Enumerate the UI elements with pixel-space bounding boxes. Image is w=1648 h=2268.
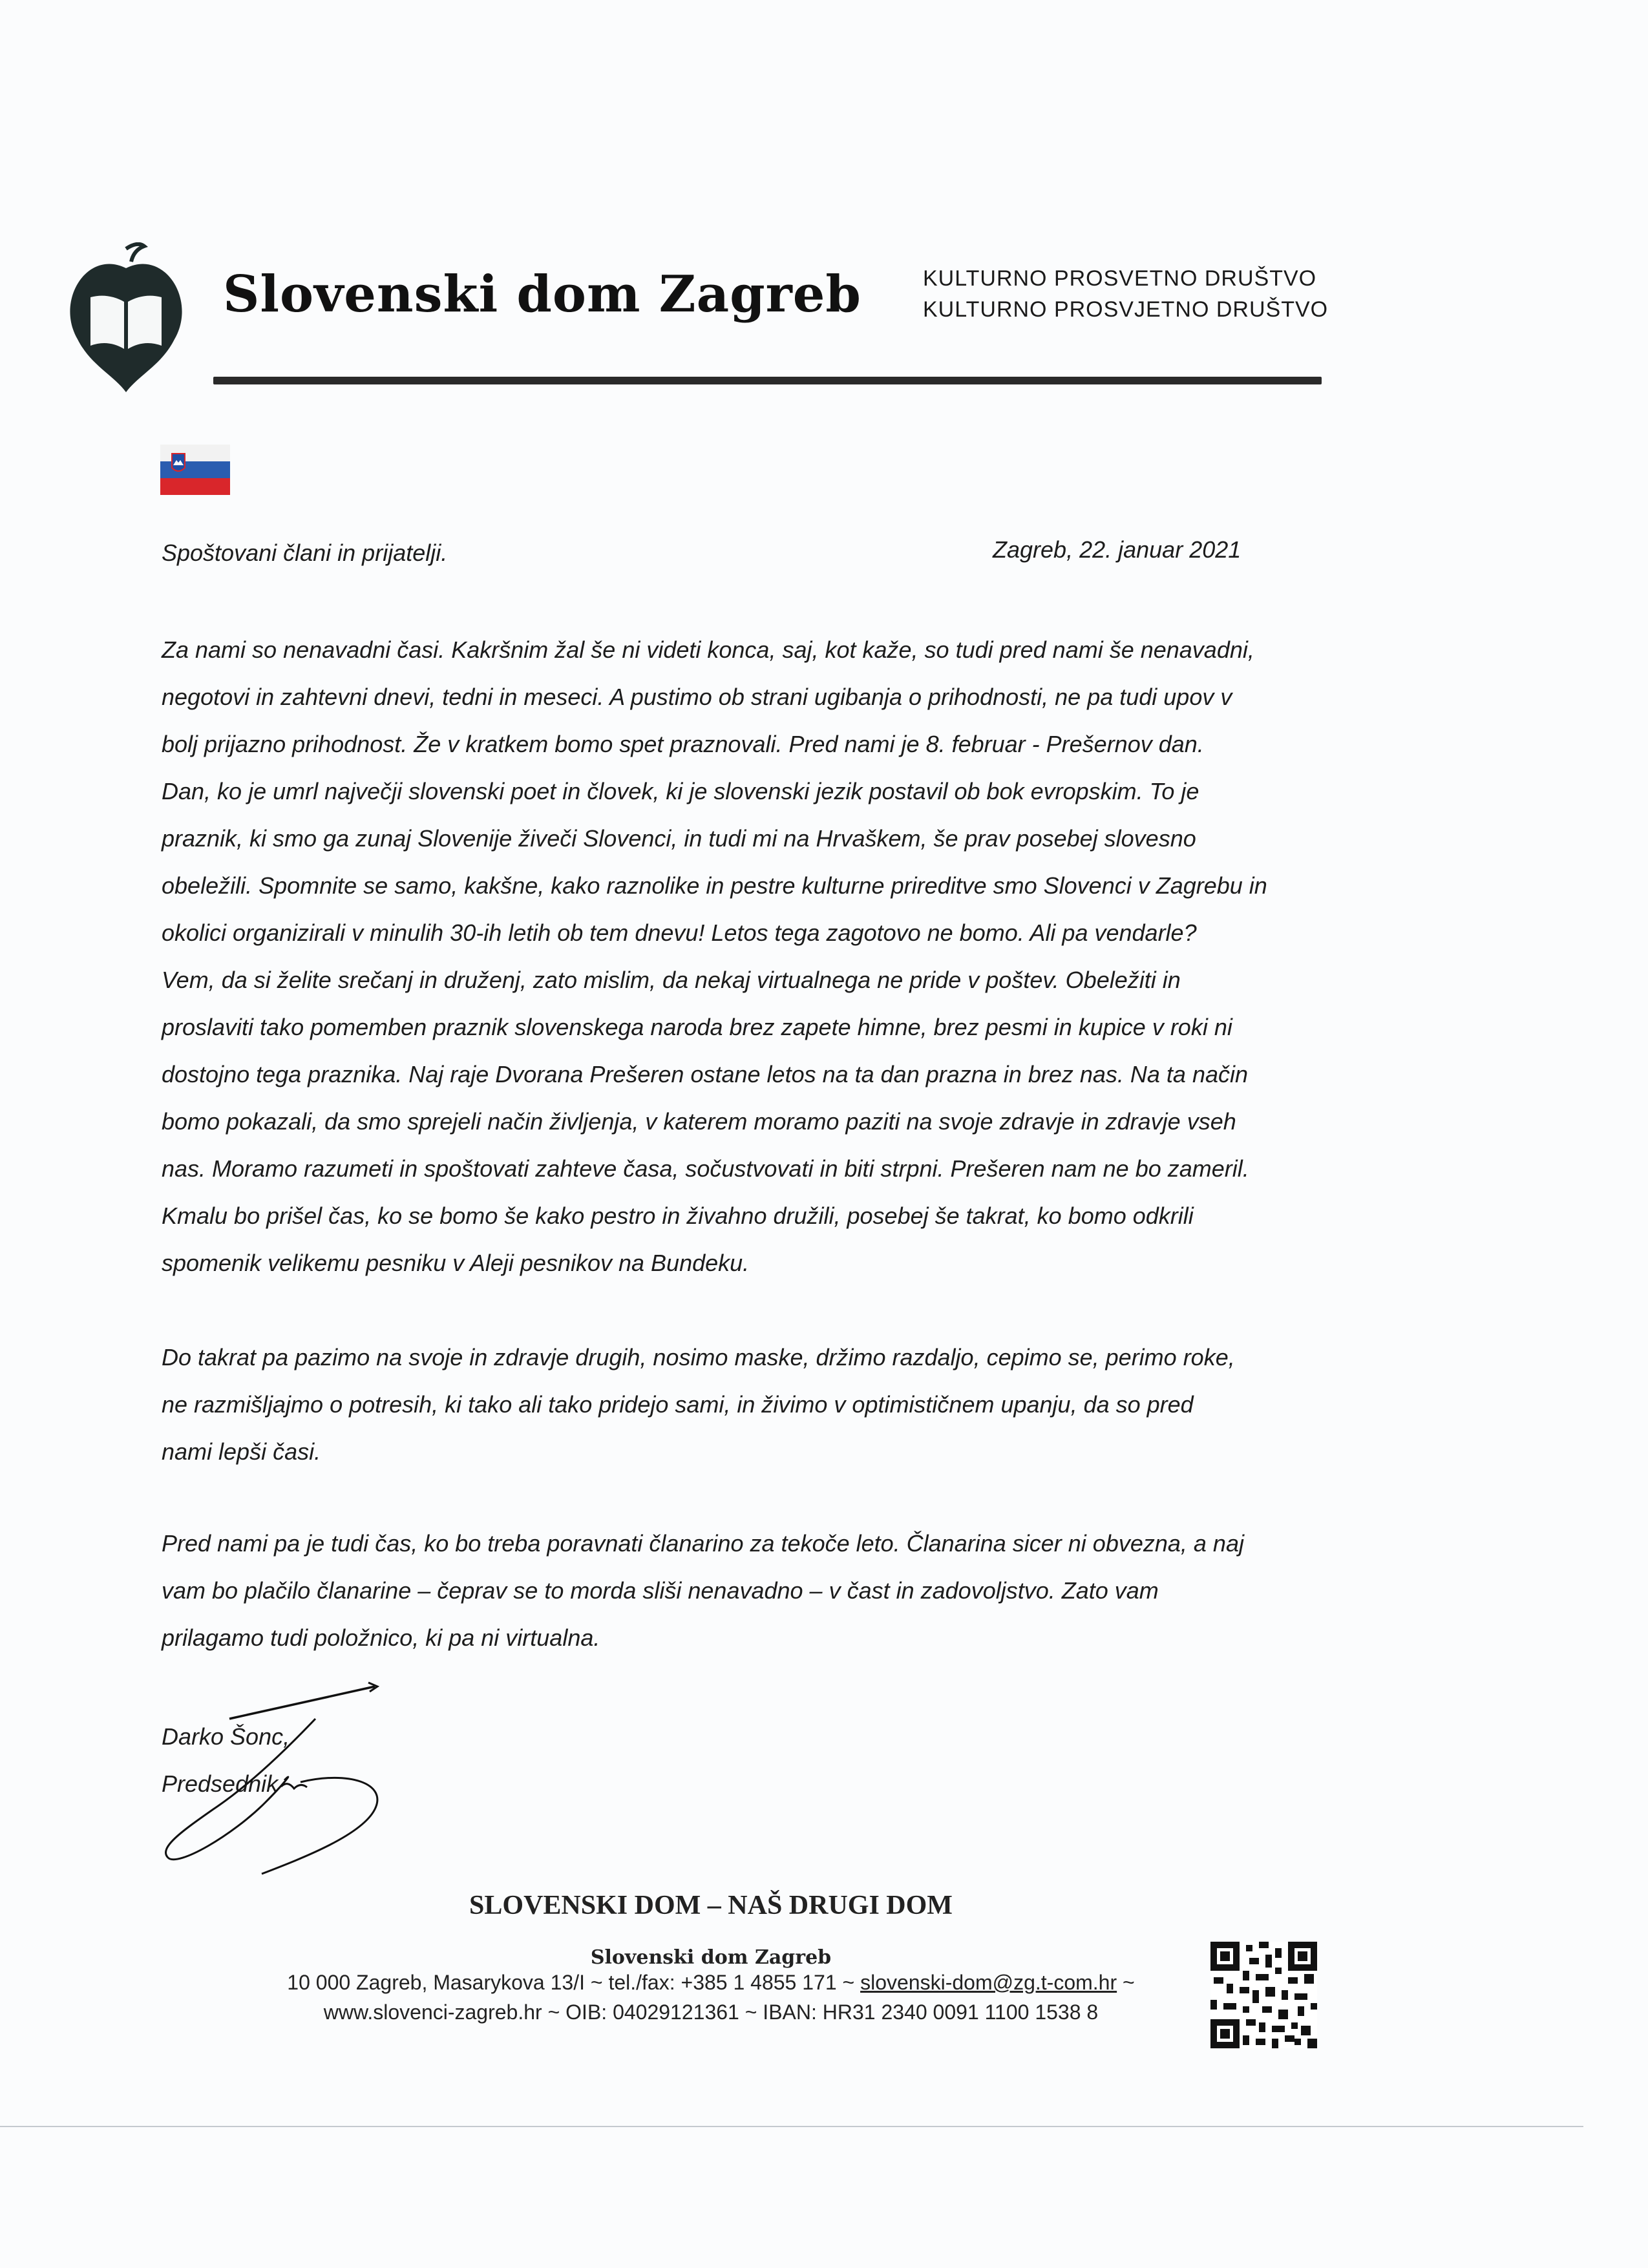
text-line: bomo pokazali, da smo sprejeli način življenja, v katerem moramo paziti na svoje zdravje in zdravje vseh bbox=[162, 1108, 1236, 1135]
text-line: bolj prijazno prihodnost. Že v kratkem bomo spet praznovali. Pred nami je 8. februar - Prešernov dan. bbox=[162, 731, 1204, 757]
subtitle-croatian: KULTURNO PROSVJETNO DRUŠTVO bbox=[923, 297, 1329, 322]
subtitle-slovene: KULTURNO PROSVETNO DRUŠTVO bbox=[923, 266, 1317, 291]
footer-web-ids-line: www.slovenci-zagreb.hr ~ OIB: 04029121361 ~ IBAN: HR31 2340 0091 1100 1538 8 bbox=[323, 2000, 1099, 2024]
text-line: nas. Moramo razumeti in spoštovati zahteve časa, sočustvovati in biti strpni. Prešeren nam ne bo zameril. bbox=[162, 1155, 1249, 1182]
text-line: praznik, ki smo ga zunaj Slovenije živeči Slovenci, in tudi mi na Hrvaškem, še prav posebej slovesno bbox=[162, 825, 1196, 852]
header-divider bbox=[213, 377, 1322, 384]
text-line: nami lepši časi. bbox=[162, 1438, 321, 1465]
salutation: Spoštovani člani in prijatelji. bbox=[162, 540, 448, 566]
text-line: vam bo plačilo članarine – čeprav se to morda sliši nenavadno – v čast in zadovoljstvo. Zato vam bbox=[162, 1577, 1159, 1604]
text-line: Dan, ko je umrl največji slovenski poet in človek, ki je slovenski jezik postavil ob bok evropskim. To je bbox=[162, 778, 1199, 804]
text-line: prilagamo tudi položnico, ki pa ni virtualna. bbox=[162, 1624, 600, 1651]
signatory-name: Darko Šonc, bbox=[162, 1723, 290, 1750]
footer-address: 10 000 Zagreb, Masarykova 13/I ~ tel./fax: +385 1 4855 171 ~ bbox=[287, 1971, 861, 1994]
text-line: Za nami so nenavadni časi. Kakršnim žal še ni videti konca, saj, kot kaže, so tudi pred nami še nenavadni, bbox=[162, 636, 1254, 663]
letter-date: Zagreb, 22. januar 2021 bbox=[993, 536, 1241, 563]
text-line: dostojno tega praznika. Naj raje Dvorana Prešeren ostane letos na ta dan prazna in brez nas. Na ta način bbox=[162, 1061, 1249, 1087]
organization-name: Slovenski dom Zagreb bbox=[223, 265, 861, 324]
leaf-book-icon bbox=[61, 242, 191, 394]
footer-separator: ~ bbox=[1117, 1971, 1135, 1994]
footer-motto: SLOVENSKI DOM – NAŠ DRUGI DOM bbox=[469, 1891, 953, 1920]
footer-address-line bbox=[0, 1971, 1422, 1995]
qr-code-icon bbox=[1210, 1942, 1317, 2048]
text-line: Do takrat pa pazimo na svoje in zdravje drugih, nosimo maske, držimo razdaljo, cepimo se, perimo roke, bbox=[162, 1344, 1235, 1370]
footer-organization-name: Slovenski dom Zagreb bbox=[590, 1946, 832, 1969]
scan-edge-divider bbox=[0, 2126, 1583, 2127]
text-line: obeležili. Spomnite se samo, kakšne, kako raznolike in pestre kulturne prireditve smo Slovenci v Zagrebu in bbox=[162, 872, 1267, 899]
handwritten-signature bbox=[155, 1674, 401, 1880]
text-line: negotovi in zahtevni dnevi, tedni in meseci. A pustimo ob strani ugibanja o prihodnosti, ne pa tudi upov v bbox=[162, 684, 1232, 710]
text-line: spomenik velikemu pesniku v Aleji pesnikov na Bundeku. bbox=[162, 1250, 750, 1276]
text-line: proslaviti tako pomemben praznik slovenskega naroda brez zapete himne, brez pesmi in kupice v roki ni bbox=[162, 1014, 1232, 1040]
text-line: ne razmišljajmo o potresih, ki tako ali tako pridejo sami, in živimo v optimističnem upanju, da so pred bbox=[162, 1391, 1194, 1418]
slovenia-flag-icon bbox=[160, 445, 230, 495]
text-line: Kmalu bo prišel čas, ko se bomo še kako pestro in živahno družili, posebej še takrat, ko bomo odkrili bbox=[162, 1202, 1194, 1229]
text-line: Pred nami pa je tudi čas, ko bo treba poravnati članarino za tekoče leto. Članarina sicer ni obvezna, a naj bbox=[162, 1530, 1244, 1557]
text-line: Vem, da si želite srečanj in druženj, zato mislim, da nekaj virtualnega ne pride v poštev. Obeležiti in bbox=[162, 967, 1181, 993]
footer-email-link[interactable]: slovenski-dom@zg.t-com.hr bbox=[860, 1971, 1117, 1994]
text-line: okolici organizirali v minulih 30-ih letih ob tem dnevu! Letos tega zagotovo ne bomo. Ali pa vendarle? bbox=[162, 919, 1197, 946]
signatory-title: Predsednik bbox=[162, 1770, 279, 1797]
